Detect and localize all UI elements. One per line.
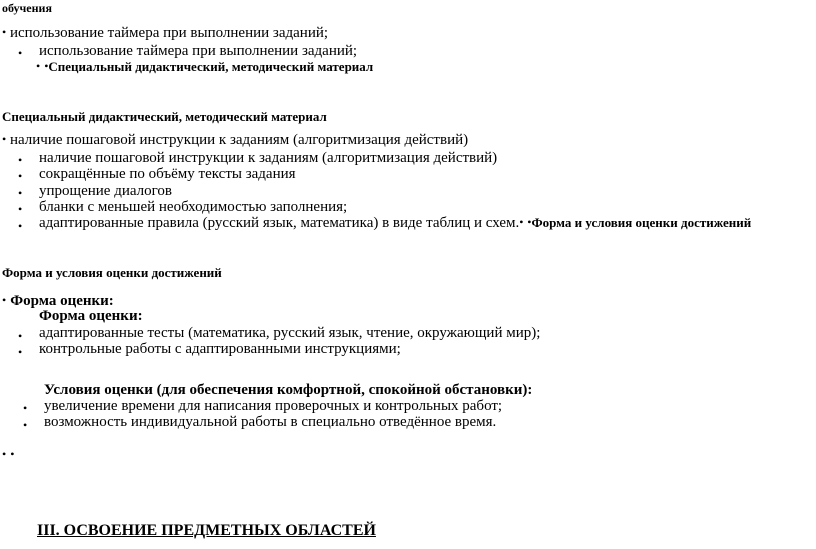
bullet-icon: • bbox=[18, 169, 23, 183]
list-item: возможность индивидуальной работы в специально отведённое время. bbox=[44, 414, 497, 430]
bullet-icon: • bbox=[36, 59, 41, 73]
list-item: увеличение времени для написания проверочных и контрольных работ; bbox=[44, 398, 503, 414]
bullet-icon: • bbox=[10, 447, 15, 461]
bullet-icon: • bbox=[23, 401, 28, 415]
list-item-inline bbox=[2, 133, 468, 148]
bullet-icon: • bbox=[44, 59, 49, 73]
bullet-icon: • bbox=[18, 219, 23, 233]
list-item: адаптированные тесты (математика, русский язык, чтение, окружающий мир); bbox=[39, 325, 541, 341]
bullet-icon: • bbox=[527, 215, 532, 229]
bullet-icon: • bbox=[23, 418, 28, 432]
subheading-text: Форма оценки: bbox=[10, 293, 114, 309]
bullet-icon: • bbox=[18, 345, 23, 359]
section-title-subject-areas: III. ОСВОЕНИЕ ПРЕДМЕТНЫХ ОБЛАСТЕЙ bbox=[37, 522, 376, 539]
list-item-text: адаптированные правила (русский язык, математика) в виде таблиц и схем. bbox=[39, 215, 520, 231]
list-item: сокращённые по объёму тексты задания bbox=[39, 166, 296, 182]
subheading-form: Форма оценки: bbox=[39, 308, 143, 324]
list-item: бланки с меньшей необходимостью заполнения; bbox=[39, 199, 348, 215]
bullet-icon: • bbox=[18, 153, 23, 167]
bullet-icon: • bbox=[2, 132, 7, 146]
heading-tail-obucheniya: обучения bbox=[2, 1, 52, 15]
bullet-icon: • bbox=[18, 186, 23, 200]
list-item-text: наличие пошаговой инструкции к заданиям (алгоритмизация действий) bbox=[9, 132, 469, 148]
bullet-icon: • bbox=[18, 46, 23, 60]
bullet-icon: • bbox=[2, 25, 7, 39]
inline-heading: Специальный дидактический, методический материал bbox=[48, 59, 374, 74]
inline-heading: Форма и условия оценки достижений bbox=[531, 215, 752, 230]
bullet-icon: • bbox=[519, 215, 524, 229]
bullet-icon: • bbox=[2, 447, 7, 461]
list-item: контрольные работы с адаптированными инструкциями; bbox=[39, 341, 401, 357]
list-item bbox=[39, 216, 751, 231]
subheading-inline bbox=[2, 293, 114, 309]
section-heading-didactic: Специальный дидактический, методический материал bbox=[2, 109, 327, 124]
list-item-inline bbox=[2, 26, 328, 41]
section-heading-assessment: Форма и условия оценки достижений bbox=[2, 265, 222, 280]
list-item: упрощение диалогов bbox=[39, 183, 172, 199]
empty-bullets bbox=[2, 447, 14, 463]
bullet-icon: • bbox=[2, 293, 7, 307]
list-item-inline-heading bbox=[36, 59, 373, 75]
bullet-icon: • bbox=[18, 329, 23, 343]
list-item: наличие пошаговой инструкции к заданиям (алгоритмизация действий) bbox=[39, 150, 498, 166]
conditions-heading: Условия оценки (для обеспечения комфортной, спокойной обстановки): bbox=[44, 382, 533, 398]
list-item: использование таймера при выполнении заданий; bbox=[39, 43, 358, 59]
bullet-icon: • bbox=[18, 202, 23, 216]
list-item-text: использование таймера при выполнении заданий; bbox=[9, 25, 329, 41]
